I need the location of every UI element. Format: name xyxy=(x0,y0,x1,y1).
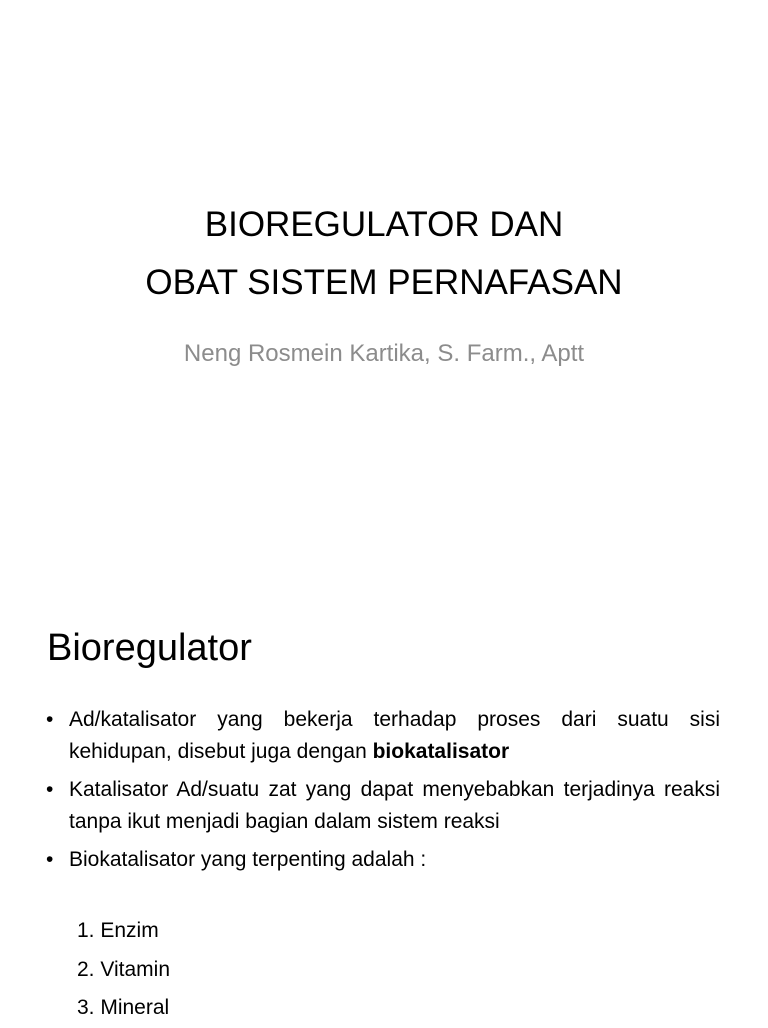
title-line-1: BIOREGULATOR DAN xyxy=(204,205,564,244)
content-slide xyxy=(0,576,768,1024)
bullet-dot-icon: • xyxy=(46,778,54,801)
bullet-text: Ad/katalisator yang bekerja terhadap proses dari suatu sisi kehidupan, disebut juga dengan xyxy=(69,708,720,763)
title-line-2: OBAT SISTEM PERNAFASAN xyxy=(145,263,623,302)
bullet-item xyxy=(46,844,720,876)
sublist-item-mineral: 3. Mineral xyxy=(77,996,170,1019)
sublist-item-enzim: 1. Enzim xyxy=(77,919,159,942)
bullet-item xyxy=(46,704,720,768)
slide-title xyxy=(40,196,728,312)
sublist-item-vitamin: 2. Vitamin xyxy=(77,957,170,981)
numbered-sublist xyxy=(77,912,170,1028)
bullet-dot-icon: • xyxy=(46,848,54,871)
slide-subtitle-author: Neng Rosmein Kartika, S. Farm., Aptt xyxy=(183,340,585,367)
bullet-item xyxy=(46,774,720,838)
bullet-text: Biokatalisator yang terpenting adalah : xyxy=(69,848,427,871)
bullet-text: Katalisator Ad/suatu zat yang dapat menyebabkan terjadinya reaksi tanpa ikut menjadi bagian dalam sistem reaksi xyxy=(69,778,720,833)
bullet-bold-term: biokatalisator xyxy=(372,740,510,763)
bullet-dot-icon: • xyxy=(46,708,54,731)
slide-heading: Bioregulator xyxy=(47,627,252,669)
bullet-list xyxy=(46,704,720,882)
